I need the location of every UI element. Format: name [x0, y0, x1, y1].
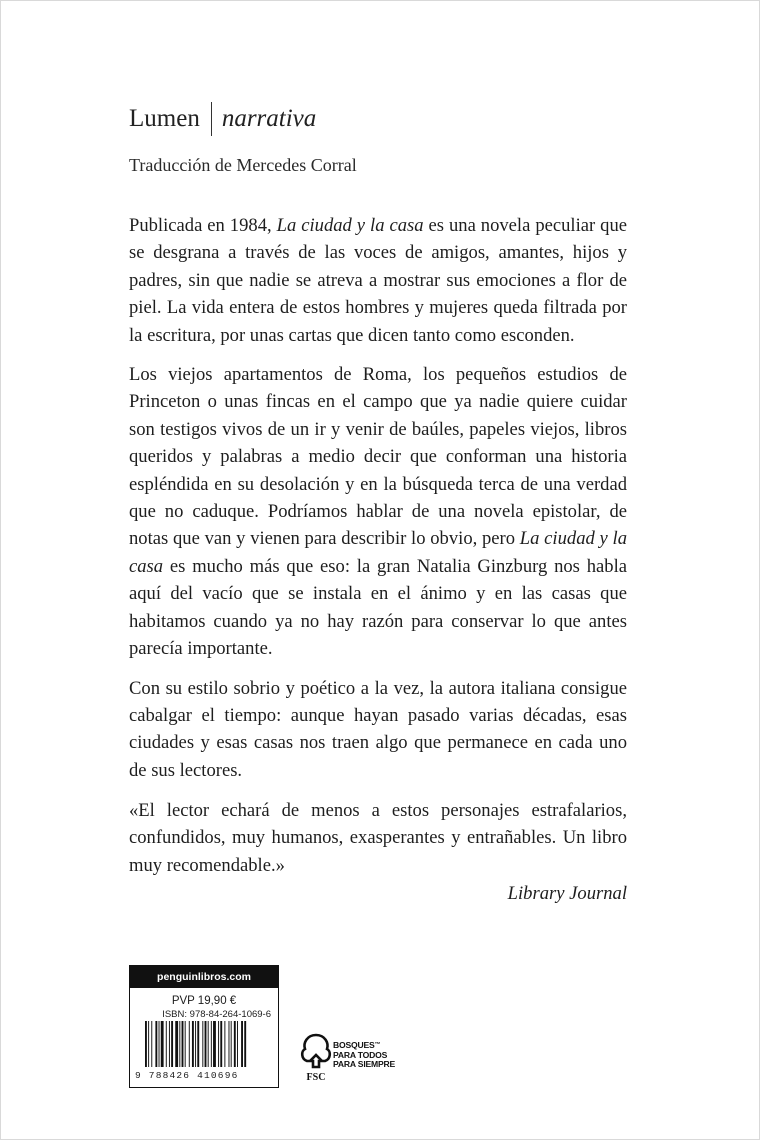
- barcode-bar: [166, 1021, 167, 1067]
- barcode-bar: [220, 1021, 222, 1067]
- barcode-bar: [205, 1021, 207, 1067]
- barcode-bar: [159, 1021, 160, 1067]
- barcode-bar: [171, 1021, 173, 1067]
- barcode-bar: [151, 1021, 152, 1067]
- barcode-bar: [192, 1021, 194, 1067]
- barcode-bar: [211, 1021, 212, 1067]
- isbn-label: ISBN: 978-84-264-1069-6: [162, 1009, 271, 1020]
- price-label: PVP 19,90 €: [171, 995, 237, 1007]
- barcode-digits: 9 788426 410696: [135, 1070, 239, 1081]
- barcode-bar: [224, 1021, 225, 1067]
- barcode-bar: [213, 1021, 216, 1067]
- barcode-bar: [155, 1021, 157, 1067]
- fsc-tree-logo: [298, 1031, 334, 1083]
- book-title: La ciudad y la casa: [129, 528, 627, 577]
- barcode-bar: [197, 1021, 199, 1067]
- barcode-bar: [202, 1021, 203, 1067]
- barcode-bar: [185, 1021, 186, 1067]
- barcode-bar: [229, 1021, 230, 1067]
- blurb-paragraph-3: Con su estilo sobrio y poético a la vez, la autora italiana consigue cabalgar el tiempo: aunque hayan pasado varias décadas, esas ciudades y esas casas nos traen algo que permanece en cada uno de sus lectores.: [129, 677, 627, 781]
- barcode-bar: [148, 1021, 149, 1067]
- barcode-bar: [161, 1021, 164, 1067]
- back-cover-blurb: [129, 212, 627, 796]
- translator-credit: Traducción de Mercedes Corral: [129, 155, 357, 175]
- barcode-bar: [169, 1021, 170, 1067]
- fsc-slogan: BOSQUES™ PARA TODOS PARA SIEMPRE: [333, 1040, 396, 1070]
- publisher-website: penguinlibros.com: [130, 966, 278, 988]
- book-title: La ciudad y la casa: [276, 215, 424, 236]
- publisher-name: Lumen: [129, 105, 200, 132]
- barcode-bar: [145, 1021, 147, 1067]
- barcode-bar: [179, 1021, 180, 1067]
- barcode-bar: [175, 1021, 178, 1067]
- header-divider: [211, 102, 212, 136]
- barcode-bar: [208, 1021, 209, 1067]
- barcode-bar: [241, 1021, 243, 1067]
- barcode-bar: [195, 1021, 196, 1067]
- collection-name: narrativa: [221, 105, 317, 132]
- blurb-paragraph-1: Publicada en 1984, La ciudad y la casa es una novela peculiar que se desgrana a través de las voces de amigos, amantes, hijos y padres, sin que nadie se atreva a mostrar sus emociones a flor de piel. La vida entera de estos hombres y mujeres queda filtrada por la escritura, por unas cartas que dicen tanto como esconden.: [129, 215, 628, 346]
- review-quote: «El lector echará de menos a estos personajes estrafalarios, confundidos, muy humanos, exasperantes y entrañables. Un libro muy recomendable.»: [129, 800, 627, 876]
- imprint-header: [129, 102, 316, 136]
- barcode-bar: [234, 1021, 236, 1067]
- barcode-bar: [231, 1021, 232, 1067]
- barcode-bar: [218, 1021, 219, 1067]
- fsc-acronym: FSC: [306, 1072, 326, 1083]
- barcode-bar: [237, 1021, 238, 1067]
- barcode-label: [129, 965, 279, 1088]
- barcode-graphic: [135, 1021, 273, 1069]
- barcode-bar: [244, 1021, 246, 1067]
- blurb-paragraph-2: Los viejos apartamentos de Roma, los pequeños estudios de Princeton o unas fincas en el campo que ya nadie quiere cuidar son testigos vivos de un ir y venir de baúles, papeles viejos, libros queridos y palabras a medio decir que conforman una historia espléndida en su desolación y en la búsqueda terca de una verdad que no caduque. Podríamos hablar de una novela epistolar, de notas que van y vienen para describir lo obvio, pero La ciudad y la casa es mucho más que eso: la gran Natalia Ginzburg nos habla aquí del vacío que se instala en el ánimo y en las casas que habitamos cuando ya no hay razón para conservar lo que antes parecía importante.: [129, 364, 627, 660]
- barcode-bar: [189, 1021, 190, 1067]
- barcode-bar: [182, 1021, 184, 1067]
- review-source: Library Journal: [507, 883, 627, 904]
